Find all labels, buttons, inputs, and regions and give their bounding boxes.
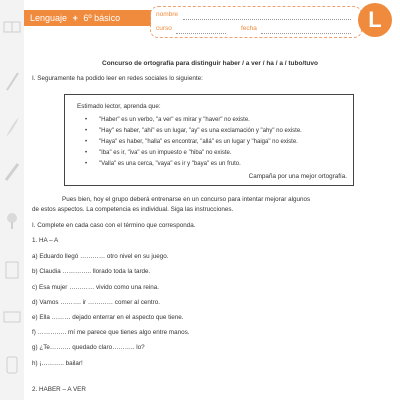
quote-bullet: • "Haber" es un verbo, "a ver" es mirar y "haver" no existe.: [99, 117, 250, 123]
intro-line: de estos aspectos. La competencia es individual. Siga las instrucciones.: [32, 206, 234, 213]
exercise-instruction: I. Complete en cada caso con el término que corresponda.: [32, 222, 196, 229]
brush-icon: [3, 210, 21, 230]
pen-icon: [3, 70, 21, 92]
quote-box: [64, 94, 354, 186]
course-field[interactable]: [176, 33, 226, 34]
plus-sign: +: [72, 13, 78, 23]
section1-heading: I. Seguramente ha podido leer en redes sociales lo siguiente:: [32, 75, 203, 82]
exercise-item: d) Vamos ………. ir ………… comer al centro.: [32, 299, 160, 306]
book-icon: [3, 20, 21, 34]
intro-line: Pues bien, hoy el grupo deberá entrenarse en un concurso para intentar mejorar algunos: [62, 196, 311, 203]
subject-name: Lenguaje: [30, 13, 68, 23]
name-field[interactable]: [183, 19, 351, 20]
worksheet-title: Concurso de ortografía para distinguir haber / a ver / ha / a / tubo/tuvo: [102, 60, 318, 67]
quote-bullet: • "Iba" es ir, "iva" es un impuesto e "hiba" no existe.: [99, 150, 232, 156]
student-fields: [150, 6, 362, 38]
exercise-item: h) ¡……….. bailar!: [32, 360, 83, 367]
quote-bullet: • "Hay" es haber, "ahí" es un lugar, "ay" es una exclamación y "ahy" no existe.: [99, 128, 302, 134]
exercise-item: g) ¿Te………. quedado claro……….. lo?: [32, 344, 145, 351]
exercise-item: b) Claudia ………….. llorado toda la tarde.: [32, 268, 151, 275]
part2-title: 2. HABER – A VER: [32, 386, 86, 393]
exercise-item: f) ………….. mí me parece que tienes algo entre manos.: [32, 329, 190, 336]
quote-bullet: • "Haya" es haber, "halla" es encontrar, "allá" es un lugar y "haiga" no existe.: [99, 139, 298, 145]
part1-title: 1. HA – A: [32, 237, 59, 244]
name-label: nombre: [156, 11, 179, 18]
paper-icon: [3, 260, 21, 280]
course-label: curso: [156, 25, 172, 32]
book-icon: [3, 310, 21, 324]
exercise-item: a) Eduardo llegó ………… otro nivel en su juego.: [32, 253, 169, 260]
exercise-item: e) Ella ……… dejado enterrar en el aspecto que tiene.: [32, 314, 184, 321]
subject-badge: L: [358, 3, 392, 37]
header: [24, 0, 400, 44]
quote-greeting: Estimado lector, aprenda que:: [77, 103, 161, 110]
scroll-icon: [3, 355, 21, 375]
quote-bullet: • "Valla" es una cerca, "vaya" es ir y "baya" es un fruto.: [99, 161, 241, 167]
sidebar: [0, 0, 24, 400]
quote-signature: Campaña por una mejor ortografía.: [248, 173, 347, 180]
grade-name: 6º básico: [83, 13, 121, 23]
quill-icon: [3, 115, 21, 139]
pencil-icon: [3, 160, 21, 182]
date-field[interactable]: [261, 33, 351, 34]
subject-label: [30, 11, 120, 25]
date-label: fecha: [241, 25, 257, 32]
exercise-item: c) Esa mujer ………… vivido como una reina.: [32, 284, 160, 291]
